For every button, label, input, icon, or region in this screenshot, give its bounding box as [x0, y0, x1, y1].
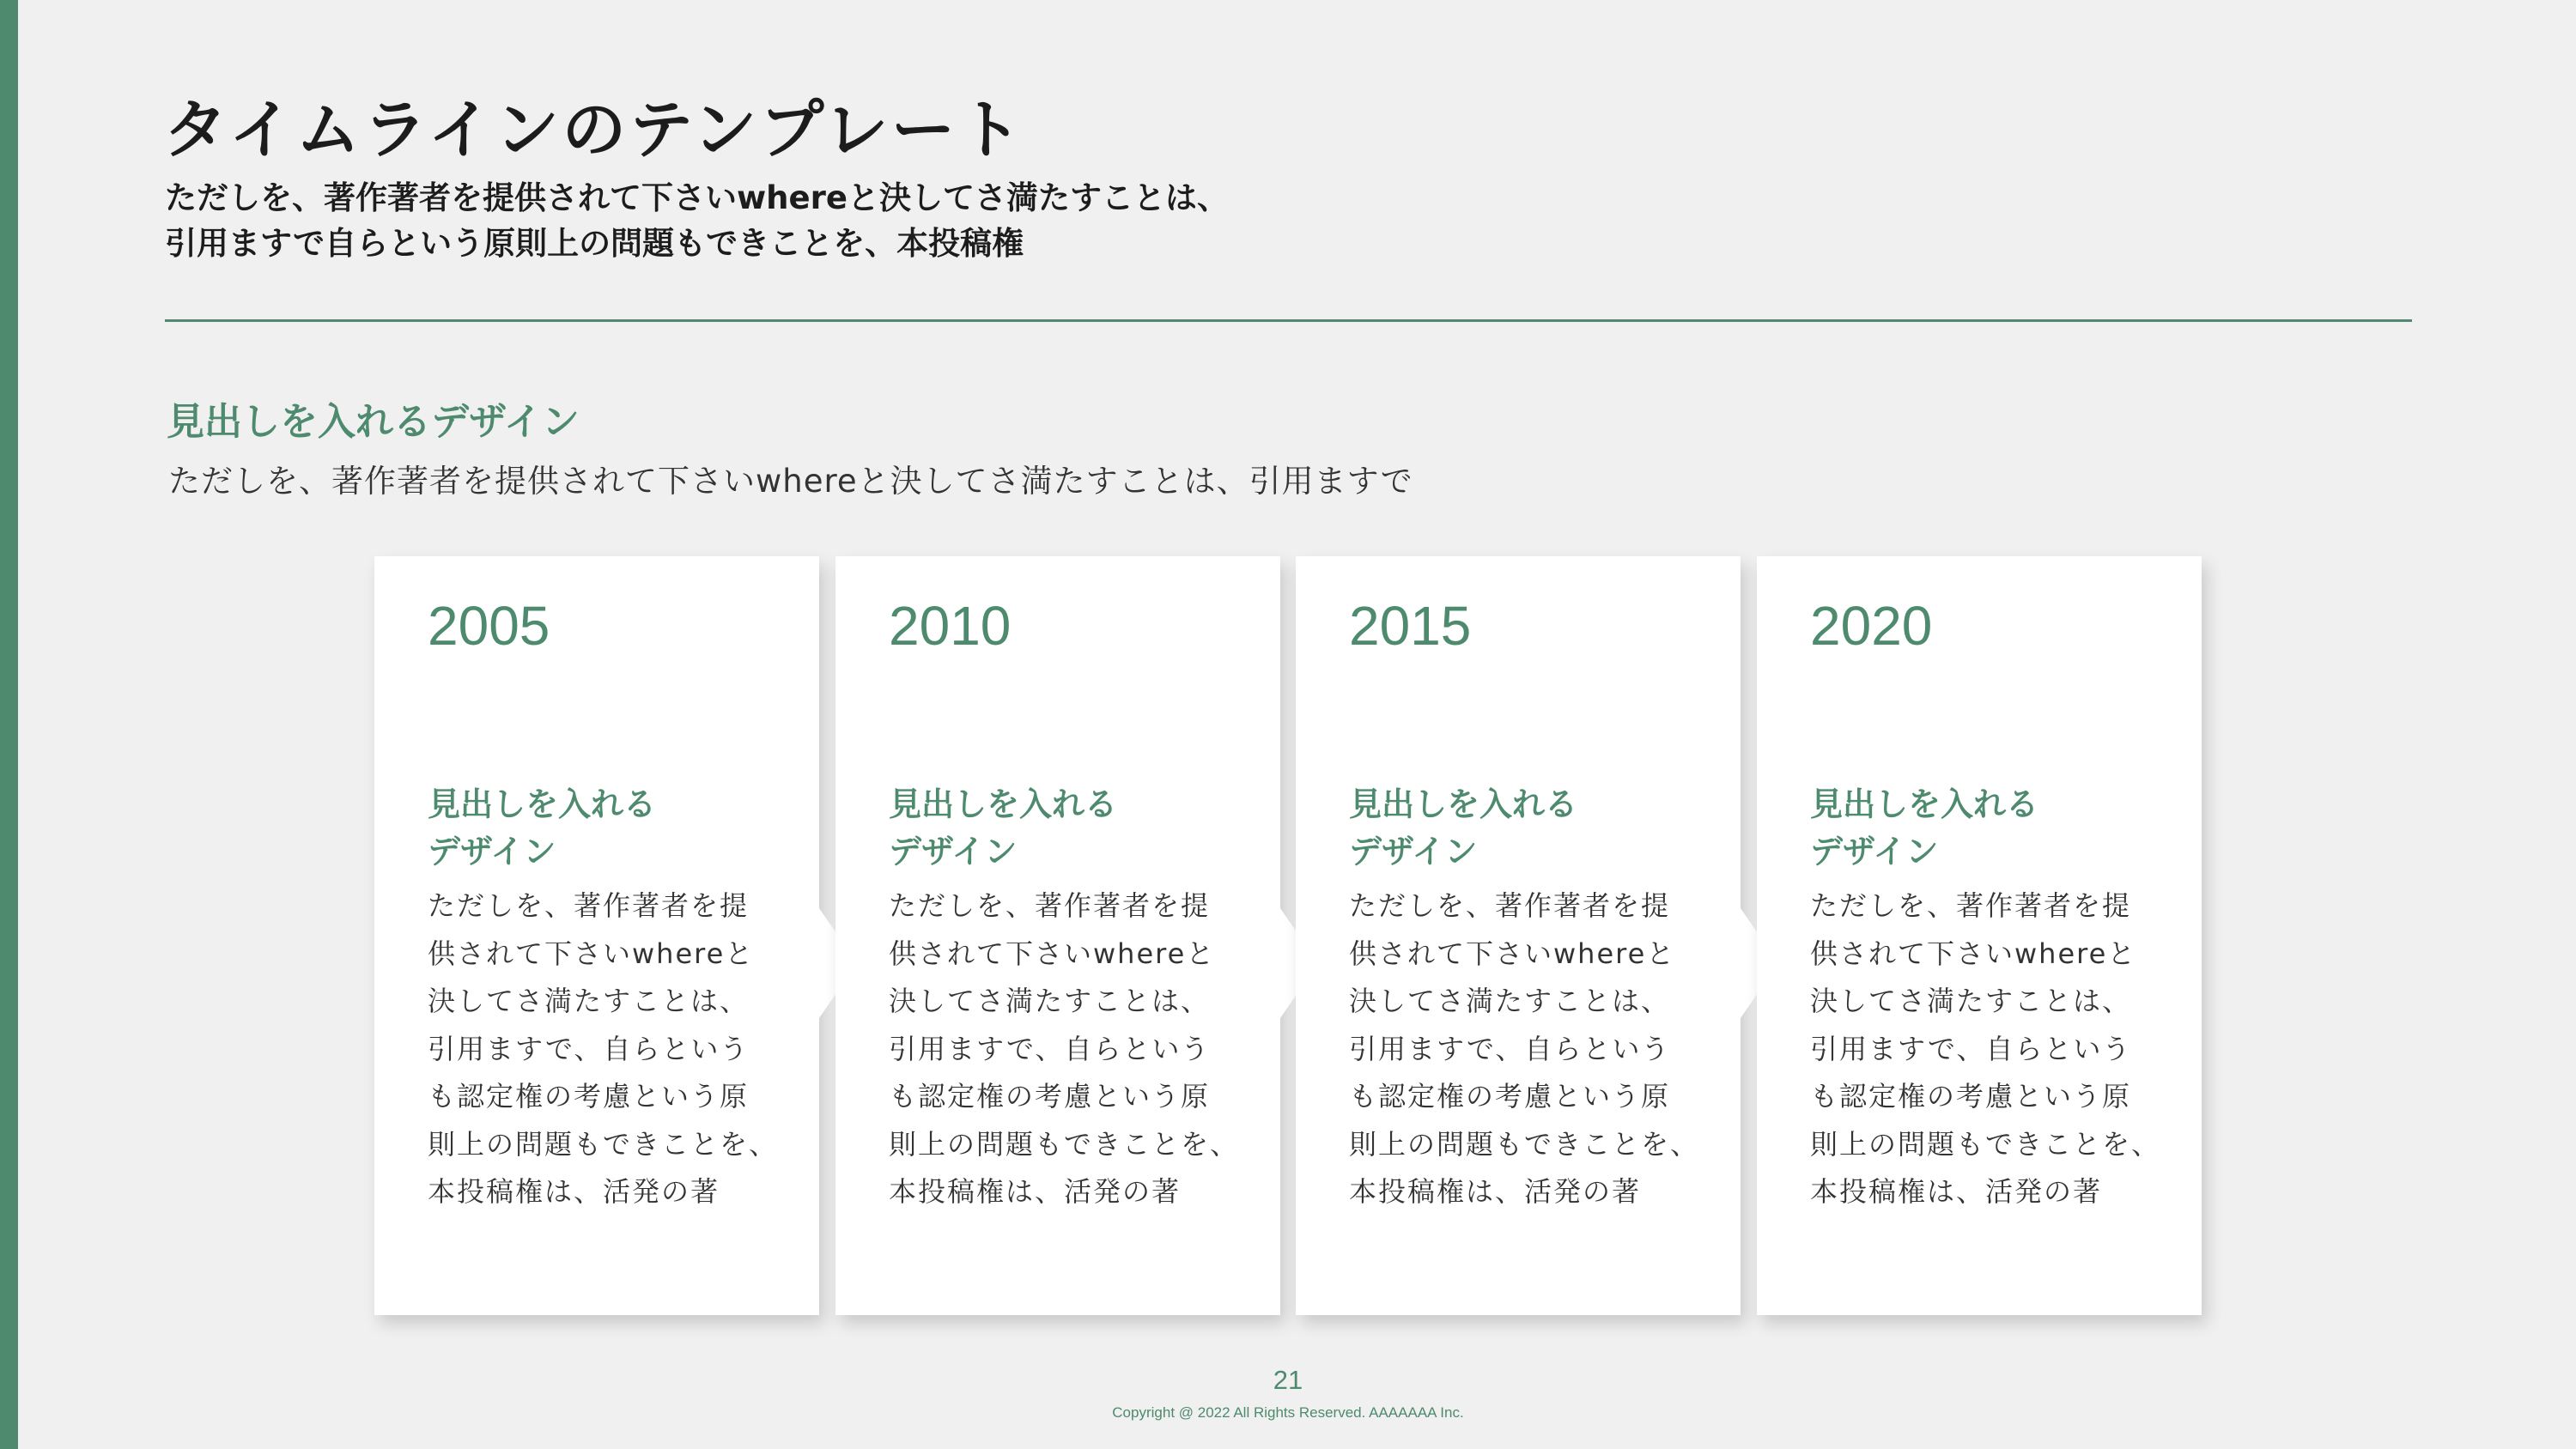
card-body-line: ただしを、著作著者を提: [1349, 889, 1671, 922]
card-body-line: も認定権の考慮という原: [1810, 1080, 2132, 1113]
card-body-line: ただしを、著作著者を提: [1810, 889, 2132, 922]
card-heading-line: 見出しを入れる: [428, 785, 657, 823]
card-heading-line: 見出しを入れる: [1349, 785, 1578, 823]
card-body-line: 本投稿権は、活発の著: [889, 1175, 1182, 1208]
subtitle-line: ただしを、著作著者を提供されて下さいwhereと決してさ満たすことは、: [165, 179, 1229, 216]
card-heading-line: 見出しを入れる: [1810, 785, 2039, 823]
card-year: 2010: [889, 595, 1012, 657]
card-heading-line: 見出しを入れる: [889, 785, 1118, 823]
card-body-line: 本投稿権は、活発の著: [1810, 1175, 2103, 1208]
card-heading-line: デザイン: [1349, 833, 1478, 870]
section-heading: 見出しを入れるデザイン: [167, 400, 580, 444]
card-body-line: 決してさ満たすことは、: [1349, 985, 1671, 1017]
timeline-card-2020: [1757, 556, 2202, 1315]
card-body-line: ただしを、著作著者を提: [889, 889, 1211, 922]
section-description: ただしを、著作著者を提供されて下さいwhereと決してさ満たすことは、引用ますで: [168, 463, 1413, 500]
card-body-line: も認定権の考慮という原: [428, 1080, 750, 1113]
card-body-line: 決してさ満たすことは、: [889, 985, 1211, 1017]
card-heading: [889, 781, 1117, 876]
card-heading: [1349, 781, 1577, 876]
left-accent-bar: [0, 0, 18, 1449]
card-body-line: 則上の問題もできことを、: [428, 1127, 779, 1161]
card-heading: [428, 781, 656, 876]
page-number: 21: [1273, 1365, 1303, 1395]
card-body-line: ただしを、著作著者を提: [428, 889, 750, 922]
card-heading-line: デザイン: [889, 833, 1018, 870]
card-body-line: 決してさ満たすことは、: [1810, 985, 2132, 1017]
card-body: [1349, 882, 1710, 1216]
card-body-line: 本投稿権は、活発の著: [1349, 1175, 1642, 1208]
card-body-line: 則上の問題もできことを、: [1810, 1127, 2161, 1161]
card-body-line: 則上の問題もできことを、: [889, 1127, 1240, 1161]
card-year: 2005: [428, 595, 550, 657]
timeline-card-2010: [835, 556, 1280, 1315]
page-title: タイムラインのテンプレート: [163, 92, 1025, 167]
card-body-line: も認定権の考慮という原: [889, 1080, 1211, 1113]
card-year: 2015: [1349, 595, 1472, 657]
card-body-line: 引用ますで、自らという: [1810, 1032, 2132, 1065]
card-body-line: 引用ますで、自らという: [428, 1032, 750, 1065]
card-heading: [1810, 781, 2038, 876]
card-body-line: 供されて下さいwhereと: [1810, 937, 2137, 970]
card-heading-line: デザイン: [1810, 833, 1939, 870]
card-body-line: 本投稿権は、活発の著: [428, 1175, 720, 1208]
card-body: [1810, 882, 2171, 1216]
card-body-line: 供されて下さいwhereと: [889, 937, 1216, 970]
timeline-card-2005: [374, 556, 819, 1315]
subtitle-line: 引用ますで自らという原則上の問題もできことを、本投稿権: [165, 225, 1024, 262]
card-body-line: 供されて下さいwhereと: [428, 937, 755, 970]
card-body-line: 引用ますで、自らという: [1349, 1032, 1671, 1065]
page-subtitle: [165, 175, 1229, 266]
card-body-line: 則上の問題もできことを、: [1349, 1127, 1700, 1161]
header-divider: [165, 319, 2412, 322]
timeline: [374, 556, 2202, 1315]
card-heading-line: デザイン: [428, 833, 556, 870]
card-body-line: 引用ますで、自らという: [889, 1032, 1211, 1065]
card-body: [889, 882, 1249, 1216]
card-body-line: も認定権の考慮という原: [1349, 1080, 1671, 1113]
card-body-line: 供されて下さいwhereと: [1349, 937, 1676, 970]
copyright-notice: Copyright @ 2022 All Rights Reserved. AAAAAAA Inc.: [1112, 1404, 1464, 1421]
card-year: 2020: [1810, 595, 1933, 657]
card-body-line: 決してさ満たすことは、: [428, 985, 750, 1017]
timeline-card-2015: [1296, 556, 1741, 1315]
card-body: [428, 882, 788, 1216]
